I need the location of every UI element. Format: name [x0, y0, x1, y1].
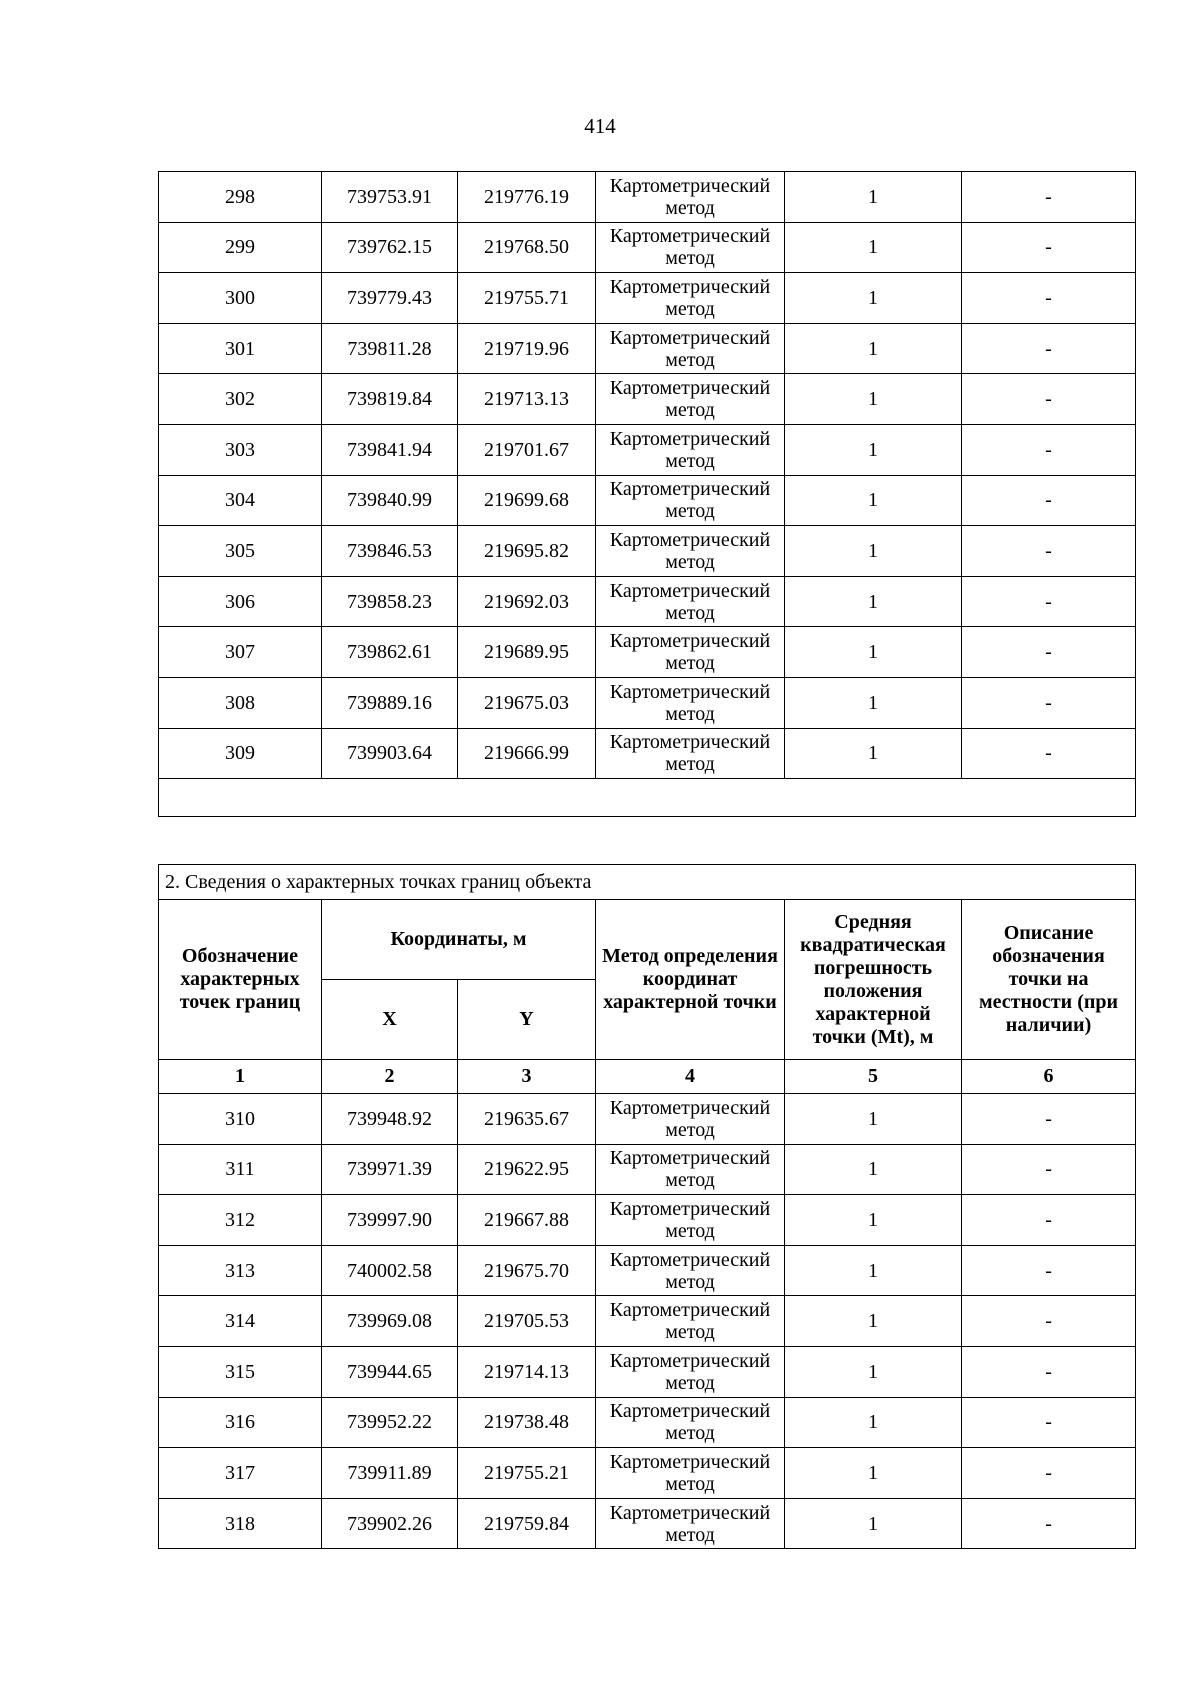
y-coordinate-cell: 219689.95	[458, 627, 596, 678]
method-cell: Картометрический метод	[596, 677, 785, 728]
boundary-points-table	[158, 864, 1136, 1549]
x-coordinate-cell: 739911.89	[322, 1448, 458, 1499]
header-method: Метод определения координат характерной точки	[596, 900, 785, 1060]
mean-square-error-cell: 1	[785, 172, 962, 223]
y-coordinate-cell: 219701.67	[458, 424, 596, 475]
point-number-cell: 298	[159, 172, 322, 223]
table-2-body	[159, 1094, 1136, 1549]
empty-row	[159, 779, 1136, 817]
mean-square-error-cell: 1	[785, 1144, 962, 1195]
y-coordinate-cell: 219738.48	[458, 1397, 596, 1448]
description-cell: -	[962, 1195, 1136, 1246]
header-y: Y	[458, 980, 596, 1060]
description-cell: -	[962, 1144, 1136, 1195]
method-cell: Картометрический метод	[596, 1498, 785, 1549]
point-number-cell: 308	[159, 677, 322, 728]
header-coordinates: Координаты, м	[322, 900, 596, 980]
x-coordinate-cell: 739944.65	[322, 1346, 458, 1397]
table-row	[159, 273, 1136, 324]
y-coordinate-cell: 219675.03	[458, 677, 596, 728]
mean-square-error-cell: 1	[785, 424, 962, 475]
x-coordinate-cell: 739948.92	[322, 1094, 458, 1145]
y-coordinate-cell: 219759.84	[458, 1498, 596, 1549]
description-cell: -	[962, 627, 1136, 678]
description-cell: -	[962, 374, 1136, 425]
table-row	[159, 1094, 1136, 1145]
table-row	[159, 323, 1136, 374]
method-cell: Картометрический метод	[596, 576, 785, 627]
x-coordinate-cell: 739858.23	[322, 576, 458, 627]
description-cell: -	[962, 172, 1136, 223]
y-coordinate-cell: 219755.71	[458, 273, 596, 324]
point-number-cell: 309	[159, 728, 322, 779]
column-number: 2	[322, 1060, 458, 1094]
description-cell: -	[962, 728, 1136, 779]
y-coordinate-cell: 219699.68	[458, 475, 596, 526]
header-point-description: Описание обозначения точки на местности (при наличии)	[962, 900, 1136, 1060]
point-number-cell: 299	[159, 222, 322, 273]
x-coordinate-cell: 739840.99	[322, 475, 458, 526]
table-1-body	[159, 172, 1136, 817]
column-number: 5	[785, 1060, 962, 1094]
table-row	[159, 1498, 1136, 1549]
x-coordinate-cell: 739841.94	[322, 424, 458, 475]
point-number-cell: 311	[159, 1144, 322, 1195]
description-cell: -	[962, 576, 1136, 627]
point-number-cell: 317	[159, 1448, 322, 1499]
x-coordinate-cell: 739753.91	[322, 172, 458, 223]
point-number-cell: 305	[159, 526, 322, 577]
mean-square-error-cell: 1	[785, 1397, 962, 1448]
header-row-1	[159, 900, 1136, 980]
y-coordinate-cell: 219714.13	[458, 1346, 596, 1397]
page-number: 414	[584, 114, 616, 138]
x-coordinate-cell: 739762.15	[322, 222, 458, 273]
description-cell: -	[962, 424, 1136, 475]
table-row	[159, 627, 1136, 678]
y-coordinate-cell: 219705.53	[458, 1296, 596, 1347]
x-coordinate-cell: 739997.90	[322, 1195, 458, 1246]
x-coordinate-cell: 739862.61	[322, 627, 458, 678]
table-row	[159, 576, 1136, 627]
section-title: 2. Сведения о характерных точках границ объекта	[159, 865, 1136, 900]
table-row	[159, 677, 1136, 728]
description-cell: -	[962, 677, 1136, 728]
method-cell: Картометрический метод	[596, 323, 785, 374]
mean-square-error-cell: 1	[785, 1245, 962, 1296]
method-cell: Картометрический метод	[596, 1296, 785, 1347]
x-coordinate-cell: 739889.16	[322, 677, 458, 728]
method-cell: Картометрический метод	[596, 1195, 785, 1246]
method-cell: Картометрический метод	[596, 1346, 785, 1397]
x-coordinate-cell: 739971.39	[322, 1144, 458, 1195]
description-cell: -	[962, 1448, 1136, 1499]
y-coordinate-cell: 219719.96	[458, 323, 596, 374]
column-number: 1	[159, 1060, 322, 1094]
point-number-cell: 304	[159, 475, 322, 526]
column-numbers-row	[159, 1060, 1136, 1094]
method-cell: Картометрический метод	[596, 424, 785, 475]
mean-square-error-cell: 1	[785, 222, 962, 273]
x-coordinate-cell: 739952.22	[322, 1397, 458, 1448]
mean-square-error-cell: 1	[785, 1195, 962, 1246]
boundary-points-table-continued	[158, 171, 1136, 817]
method-cell: Картометрический метод	[596, 475, 785, 526]
description-cell: -	[962, 1094, 1136, 1145]
empty-cell	[159, 779, 1136, 817]
table-row	[159, 1397, 1136, 1448]
description-cell: -	[962, 1397, 1136, 1448]
table-row	[159, 526, 1136, 577]
method-cell: Картометрический метод	[596, 728, 785, 779]
point-number-cell: 315	[159, 1346, 322, 1397]
y-coordinate-cell: 219755.21	[458, 1448, 596, 1499]
x-coordinate-cell: 740002.58	[322, 1245, 458, 1296]
mean-square-error-cell: 1	[785, 576, 962, 627]
description-cell: -	[962, 323, 1136, 374]
section-title-row	[159, 865, 1136, 900]
y-coordinate-cell: 219713.13	[458, 374, 596, 425]
mean-square-error-cell: 1	[785, 1296, 962, 1347]
header-point-designation: Обозначение характерных точек границ	[159, 900, 322, 1060]
column-number: 3	[458, 1060, 596, 1094]
point-number-cell: 310	[159, 1094, 322, 1145]
y-coordinate-cell: 219692.03	[458, 576, 596, 627]
table-row	[159, 172, 1136, 223]
y-coordinate-cell: 219776.19	[458, 172, 596, 223]
y-coordinate-cell: 219695.82	[458, 526, 596, 577]
point-number-cell: 306	[159, 576, 322, 627]
point-number-cell: 312	[159, 1195, 322, 1246]
method-cell: Картометрический метод	[596, 374, 785, 425]
description-cell: -	[962, 1245, 1136, 1296]
table-row	[159, 1144, 1136, 1195]
x-coordinate-cell: 739779.43	[322, 273, 458, 324]
point-number-cell: 307	[159, 627, 322, 678]
table-row	[159, 475, 1136, 526]
method-cell: Картометрический метод	[596, 1245, 785, 1296]
method-cell: Картометрический метод	[596, 1144, 785, 1195]
table-row	[159, 1296, 1136, 1347]
table-row	[159, 728, 1136, 779]
mean-square-error-cell: 1	[785, 475, 962, 526]
header-x: X	[322, 980, 458, 1060]
point-number-cell: 301	[159, 323, 322, 374]
y-coordinate-cell: 219666.99	[458, 728, 596, 779]
point-number-cell: 303	[159, 424, 322, 475]
y-coordinate-cell: 219768.50	[458, 222, 596, 273]
column-number: 4	[596, 1060, 785, 1094]
mean-square-error-cell: 1	[785, 374, 962, 425]
mean-square-error-cell: 1	[785, 1346, 962, 1397]
table-row	[159, 374, 1136, 425]
y-coordinate-cell: 219675.70	[458, 1245, 596, 1296]
x-coordinate-cell: 739819.84	[322, 374, 458, 425]
point-number-cell: 316	[159, 1397, 322, 1448]
mean-square-error-cell: 1	[785, 323, 962, 374]
description-cell: -	[962, 526, 1136, 577]
description-cell: -	[962, 475, 1136, 526]
x-coordinate-cell: 739903.64	[322, 728, 458, 779]
mean-square-error-cell: 1	[785, 677, 962, 728]
method-cell: Картометрический метод	[596, 273, 785, 324]
mean-square-error-cell: 1	[785, 1498, 962, 1549]
table-row	[159, 424, 1136, 475]
table-row	[159, 1245, 1136, 1296]
x-coordinate-cell: 739969.08	[322, 1296, 458, 1347]
point-number-cell: 313	[159, 1245, 322, 1296]
y-coordinate-cell: 219635.67	[458, 1094, 596, 1145]
y-coordinate-cell: 219622.95	[458, 1144, 596, 1195]
point-number-cell: 300	[159, 273, 322, 324]
mean-square-error-cell: 1	[785, 1448, 962, 1499]
description-cell: -	[962, 1498, 1136, 1549]
header-mean-square-error: Средняя квадратическая погрешность положения характерной точки (Mt), м	[785, 900, 962, 1060]
method-cell: Картометрический метод	[596, 1094, 785, 1145]
table-2-header	[159, 865, 1136, 1094]
method-cell: Картометрический метод	[596, 172, 785, 223]
table-row	[159, 1195, 1136, 1246]
table-row	[159, 222, 1136, 273]
point-number-cell: 318	[159, 1498, 322, 1549]
mean-square-error-cell: 1	[785, 526, 962, 577]
x-coordinate-cell: 739811.28	[322, 323, 458, 374]
mean-square-error-cell: 1	[785, 273, 962, 324]
column-number: 6	[962, 1060, 1136, 1094]
method-cell: Картометрический метод	[596, 1448, 785, 1499]
description-cell: -	[962, 1346, 1136, 1397]
x-coordinate-cell: 739902.26	[322, 1498, 458, 1549]
mean-square-error-cell: 1	[785, 728, 962, 779]
method-cell: Картометрический метод	[596, 1397, 785, 1448]
method-cell: Картометрический метод	[596, 222, 785, 273]
method-cell: Картометрический метод	[596, 627, 785, 678]
table-row	[159, 1346, 1136, 1397]
x-coordinate-cell: 739846.53	[322, 526, 458, 577]
description-cell: -	[962, 1296, 1136, 1347]
mean-square-error-cell: 1	[785, 627, 962, 678]
table-row	[159, 1448, 1136, 1499]
point-number-cell: 314	[159, 1296, 322, 1347]
description-cell: -	[962, 273, 1136, 324]
method-cell: Картометрический метод	[596, 526, 785, 577]
point-number-cell: 302	[159, 374, 322, 425]
y-coordinate-cell: 219667.88	[458, 1195, 596, 1246]
mean-square-error-cell: 1	[785, 1094, 962, 1145]
description-cell: -	[962, 222, 1136, 273]
